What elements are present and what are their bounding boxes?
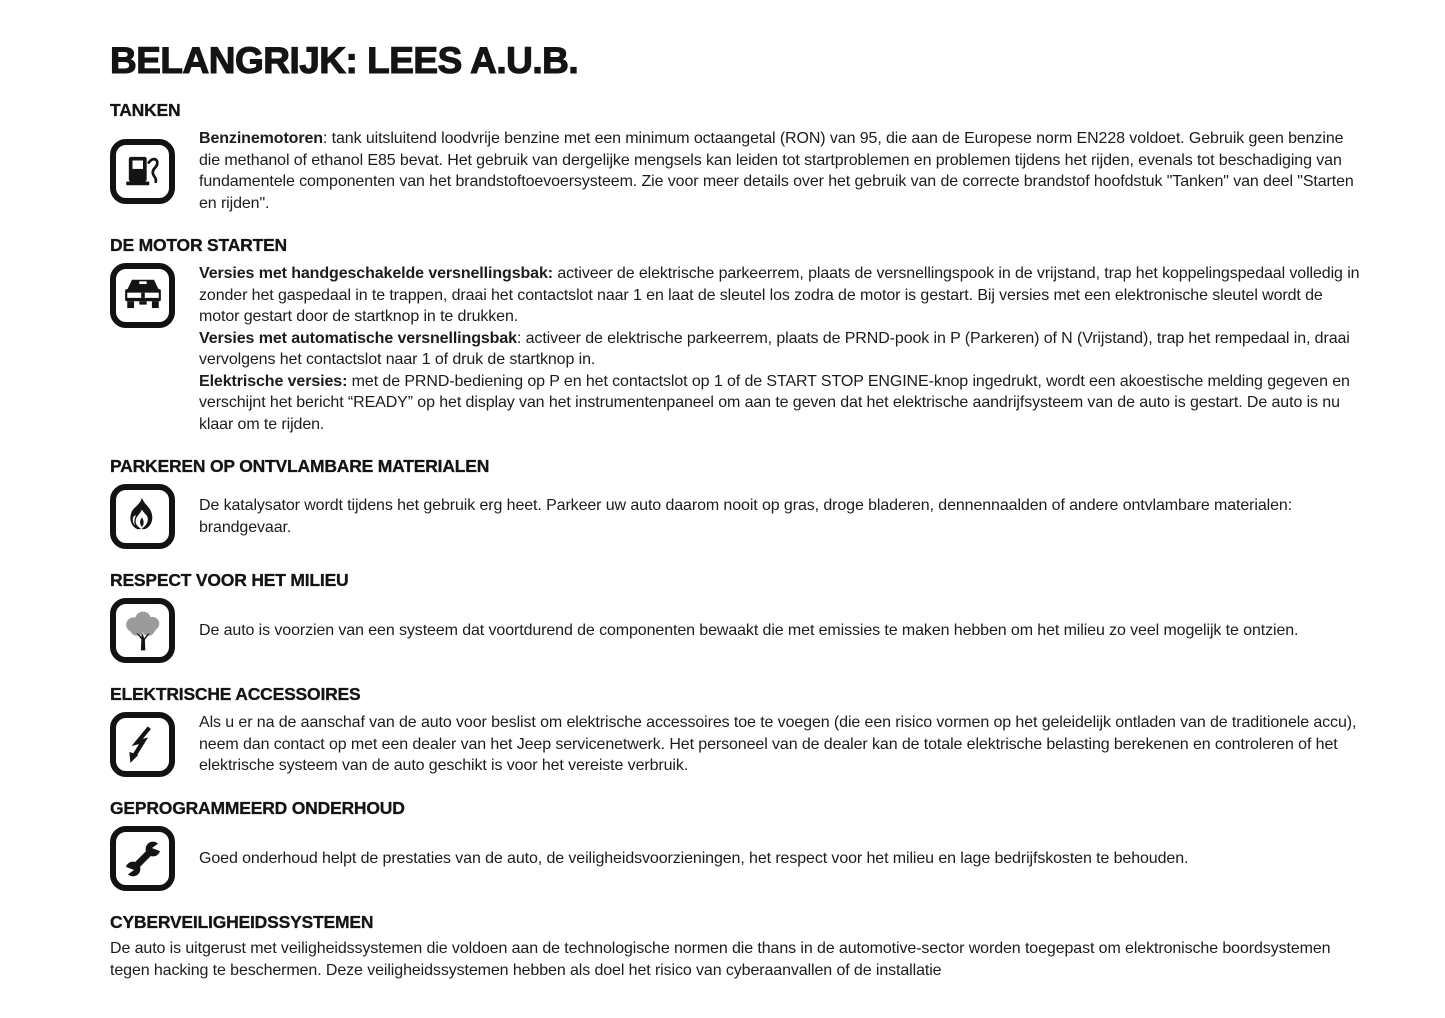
paragraph-body: Goed onderhoud helpt de prestaties van de auto, de veiligheidsvoorzieningen, het respect voor het milieu en lage bedrijfskosten te behouden. [199,849,1189,867]
page-title: BELANGRIJK: LEES A.U.B. [110,40,579,81]
section-heading-milieu: RESPECT VOOR HET MILIEU [110,570,349,590]
section-text [199,128,1367,214]
paragraph [110,938,1367,981]
section-milieu [110,570,1367,663]
section-row [110,598,1367,663]
section-heading-motor-starten: DE MOTOR STARTEN [110,235,287,255]
paragraph [199,712,1367,777]
wrench-icon [110,826,175,891]
tree-icon [110,598,175,663]
paragraph-lead: Versies met handgeschakelde versnellingsbak: [199,265,553,282]
section-row [110,826,1367,891]
paragraph-body: Als u er na de aanschaf van de auto voor beslist om elektrische accessoires toe te voegen (die een risico vormen op het geleidelijk ontladen van de traditionele accu), neem dan contact op met een dealer van het Jeep servicenetwerk. Het personeel van de dealer kan de totale elektrische belasting berekenen en controleren of het elektrische systeem van de auto geschikt is voor het vereiste verbruik. [199,714,1357,775]
section-heading-cyberveiligheid: CYBERVEILIGHEIDSSYSTEMEN [110,912,374,932]
section-accessoires [110,684,1367,777]
flame-icon [110,484,175,549]
paragraph [199,495,1367,538]
section-heading-onderhoud: GEPROGRAMMEERD ONDERHOUD [110,798,405,818]
paragraph-body: activeer de elektrische parkeerrem, plaats de versnellingspook in de vrijstand, trap het koppelingspedaal volledig in zonder het gaspedaal in te trappen, draai het contactslot naar 1 en laat de sleutel los zodra de motor is gestart. Bij versies met een elektronische sleutel wordt de motor gestart door de startknop in te drukken. [199,265,1360,325]
section-heading-parkeren: PARKEREN OP ONTVLAMBARE MATERIALEN [110,456,490,476]
paragraph-lead: Versies met automatische versnellingsbak [199,329,517,347]
paragraph [199,371,1367,436]
section-row [110,128,1367,214]
paragraph-lead: Benzinemotoren [199,130,323,147]
paragraph-body: De auto is voorzien van een systeem dat voortdurend de componenten bewaakt die met emissies te maken hebben om het milieu zo veel mogelijk te ontzien. [199,621,1299,639]
fuel-pump-icon [110,139,175,204]
section-text [199,712,1367,777]
section-tanken [110,100,1367,214]
section-text [199,495,1367,538]
section-heading-tanken: TANKEN [110,100,181,120]
paragraph-body: : activeer de elektrische parkeerrem, plaats de PRND-pook in P (Parkeren) of N (Vrijstand), trap het rempedaal in, draai vervolgens het contactslot naar 1 of druk de startknop in. [199,329,1350,368]
section-cyberveiligheid [110,912,1367,981]
section-text [199,263,1367,435]
paragraph-body: De auto is uitgerust met veiligheidssystemen die voldoen aan de technologische normen die thans in de automotive-sector worden toegepast om elektronische boordsystemen tegen hacking te beschermen. Deze veiligheidssystemen hebben als doel het risico van cyberaanvallen of de installatie [110,940,1331,979]
paragraph-lead: Elektrische versies: [199,372,348,390]
paragraph-body: : tank uitsluitend loodvrije benzine met een minimum octaangetal (RON) van 95, die aan de Europese norm EN228 voldoet. Gebruik geen benzine die methanol of ethanol E85 bevat. Het gebruik van dergelijke mengsels kan leiden tot startproblemen en problemen tijdens het rijden, evenals tot beschadiging van fundamentele componenten van het brandstoftoevoersysteem. Zie voor meer details over het gebruik van de correcte brandstof hoofdstuk "Tanken" van deel "Starten en rijden". [199,130,1354,212]
paragraph [199,620,1298,642]
section-text [199,848,1188,870]
section-onderhoud [110,798,1367,891]
section-text [199,620,1298,642]
section-motor-starten [110,235,1367,435]
paragraph [199,328,1367,371]
car-rear-icon [110,263,175,328]
section-row [110,484,1367,549]
section-row [110,712,1367,777]
paragraph [199,263,1367,328]
paragraph [199,848,1188,870]
section-text [110,938,1367,981]
section-heading-accessoires: ELEKTRISCHE ACCESSOIRES [110,684,361,704]
paragraph-body: met de PRND-bediening op P en het contactslot op 1 of de START STOP ENGINE-knop ingedrukt, wordt een akoestische melding gegeven en verschijnt het bericht “READY” op het display van het instrumentenpaneel om aan te geven dat het elektrische aandrijfsysteem van de auto is gestart. De auto is nu klaar om te rijden. [199,372,1350,433]
section-parkeren [110,456,1367,549]
lightning-bolt-icon [110,712,175,777]
paragraph-body: De katalysator wordt tijdens het gebruik erg heet. Parkeer uw auto daarom nooit op gras, droge bladeren, dennennaalden of andere ontvlambare materialen: brandgevaar. [199,497,1293,536]
section-row [110,263,1367,435]
paragraph [199,128,1367,214]
